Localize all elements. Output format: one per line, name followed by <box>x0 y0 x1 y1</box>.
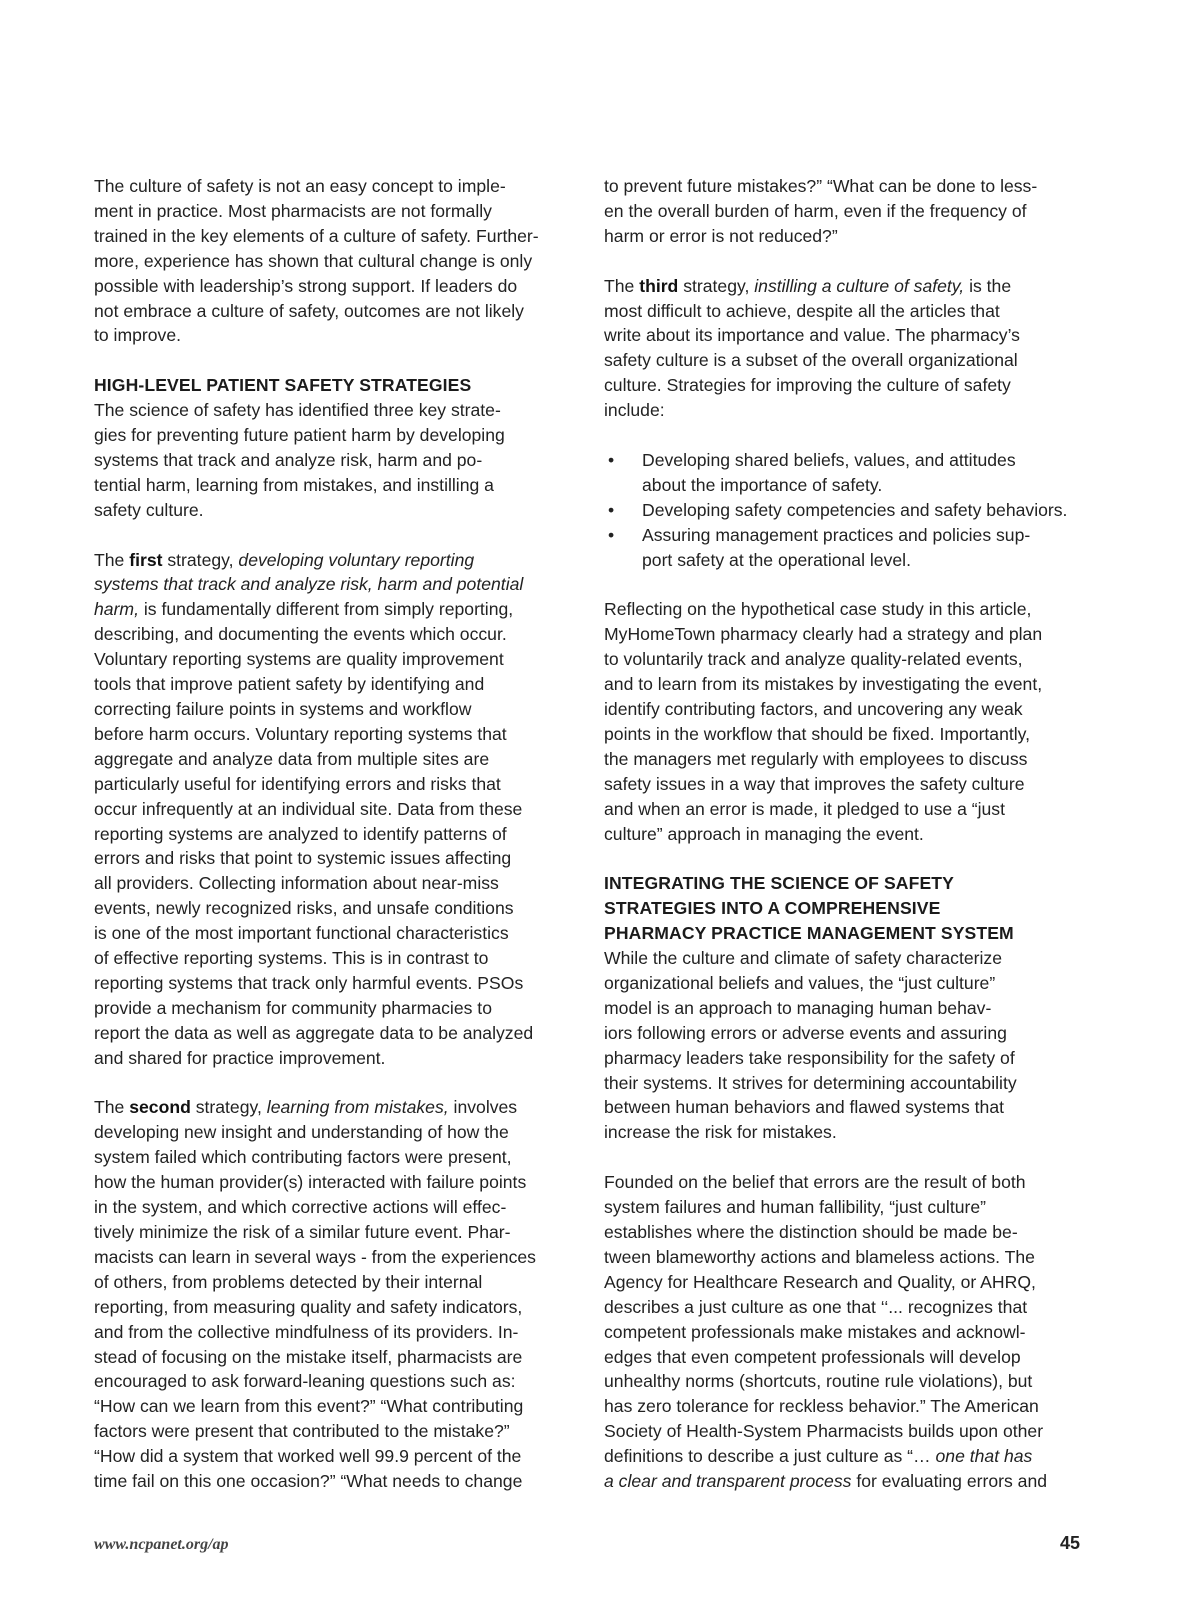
list-item: • Assuring management practices and policies sup- port safety at the operational level. <box>608 524 1031 570</box>
case-study-paragraph: Reflecting on the hypothetical case study in this article, MyHomeTown pharmacy clearly had a strategy and plan to voluntarily track and analyze quality-related events, and to learn from its mistakes by investigating the event, identify contributing factors, and uncovering any weak points in the workflow that should be fixed. Importantly, the managers met regularly with employees to discuss safety issues in a way that improves the safety culture and when an error is made, it pledged to use a “just culture” approach in managing the event. <box>604 599 1043 844</box>
right-column <box>604 174 1102 1519</box>
page-number: 45 <box>1060 1533 1081 1553</box>
third-strategy-paragraph: The third strategy, instilling a culture of safety, is the most difficult to achieve, despite all the articles that write about its importance and value. The pharmacy’s safety culture is a subset of the overall organizational culture. Strategies for improving the culture of safety include: <box>604 275 1020 421</box>
bullet-icon: • <box>608 499 615 520</box>
list-item: • Developing shared beliefs, values, and attitudes about the importance of safety. <box>608 449 1016 495</box>
continued-paragraph: to prevent future mistakes?” “What can be done to less- en the overall burden of harm, even if the frequency of harm or error is not reduced?” <box>604 176 1038 246</box>
intro-paragraph: The culture of safety is not an easy concept to imple- ment in practice. Most pharmacists are not formally trained in the key elements of a culture of safety. Further- more, experience has shown that cultural change is only possible with leadership’s strong support. If leaders do not embrace a culture of safety, outcomes are not likely to improve. <box>94 176 539 346</box>
safety-strategies-list <box>604 448 1102 573</box>
first-strategy-paragraph: The first strategy, developing voluntary reporting systems that track and analyze risk, harm and potential harm, is fundamentally different from simply reporting, describing, and documenting the events which occur. Voluntary reporting systems are quality improvement tools that improve patient safety by identifying and correcting failure points in systems and workflow before harm occurs. Voluntary reporting systems that aggregate and analyze data from multiple sites are particularly useful for identifying errors and risks that occur infrequently at an individual site. Data from these reporting systems are analyzed to identify patterns of errors and risks that point to systemic issues affecting all providers. Collecting information about near-miss events, newly recognized risks, and unsafe conditions is one of the most important functional characteristics of effective reporting systems. This is in contrast to reporting systems that track only harmful events. PSOs provide a mechanism for community pharmacies to report the data as well as aggregate data to be analyzed and shared for practice improvement. <box>94 549 534 1068</box>
second-strategy-paragraph: The second strategy, learning from mistakes, involves developing new insight and understanding of how the system failed which contributing factors were present, how the human provider(s) interacted with failure points in the system, and which corrective actions will effec- tively minimize the risk of a similar future event. Phar- macists can learn in several ways - from the experiences of others, from problems detected by their internal reporting, from measuring quality and safety indicators, and from the collective mindfulness of its providers. In- stead of focusing on the mistake itself, pharmacists are encouraged to ask forward-leaning questions such as: “How can we learn from this event?” “What contributing factors were present that contributed to the mistake?” “How did a system that worked well 99.9 percent of the time fail on this one occasion?” “What needs to change <box>94 1097 536 1492</box>
bullet-icon: • <box>608 449 615 470</box>
strategies-section: HIGH-LEVEL PATIENT SAFETY STRATEGIES The science of safety has identified three key strate- gies for preventing future patient harm by developing systems that track and analyze risk, harm and po- tential harm, learning from mistakes, and instilling a safety culture. <box>94 373 578 522</box>
left-column <box>94 174 578 1519</box>
footer-url: www.ncpanet.org/ap <box>94 1536 229 1553</box>
just-culture-paragraph: Founded on the belief that errors are the result of both system failures and human fallibility, “just culture” establishes where the distinction should be made be- tween blameworthy actions and blameless actions. The Agency for Healthcare Research and Quality, or AHRQ, describes a just culture as one that ‘‘... recognizes that competent professionals make mistakes and acknowl- edges that even competent professionals will develop unhealthy norms (shortcuts, routine rule violations), but has zero tolerance for reckless behavior.” The American Society of Health-System Pharmacists builds upon other definitions to describe a just culture as “… one that has a clear and transparent process for evaluating errors and <box>604 1172 1048 1492</box>
bullet-icon: • <box>608 524 615 545</box>
list-item: • Developing safety competencies and safety behaviors. <box>604 498 1102 523</box>
section-heading-integrating: INTEGRATING THE SCIENCE OF SAFETY <box>604 873 954 894</box>
section-heading-strategies: HIGH-LEVEL PATIENT SAFETY STRATEGIES <box>94 375 472 396</box>
integrating-section: INTEGRATING THE SCIENCE OF SAFETY STRATEGIES INTO A COMPREHENSIVE PHARMACY PRACTICE MANAGEMENT SYSTEM While the culture and climate of safety characterize organizational beliefs and values, the “just culture” model is an approach to managing human behav- iors following errors or adverse events and assuring pharmacy leaders take responsibility for the safety of their systems. It strives for determining accountability between human behaviors and flawed systems that increase the risk for mistakes. <box>604 871 1102 1145</box>
